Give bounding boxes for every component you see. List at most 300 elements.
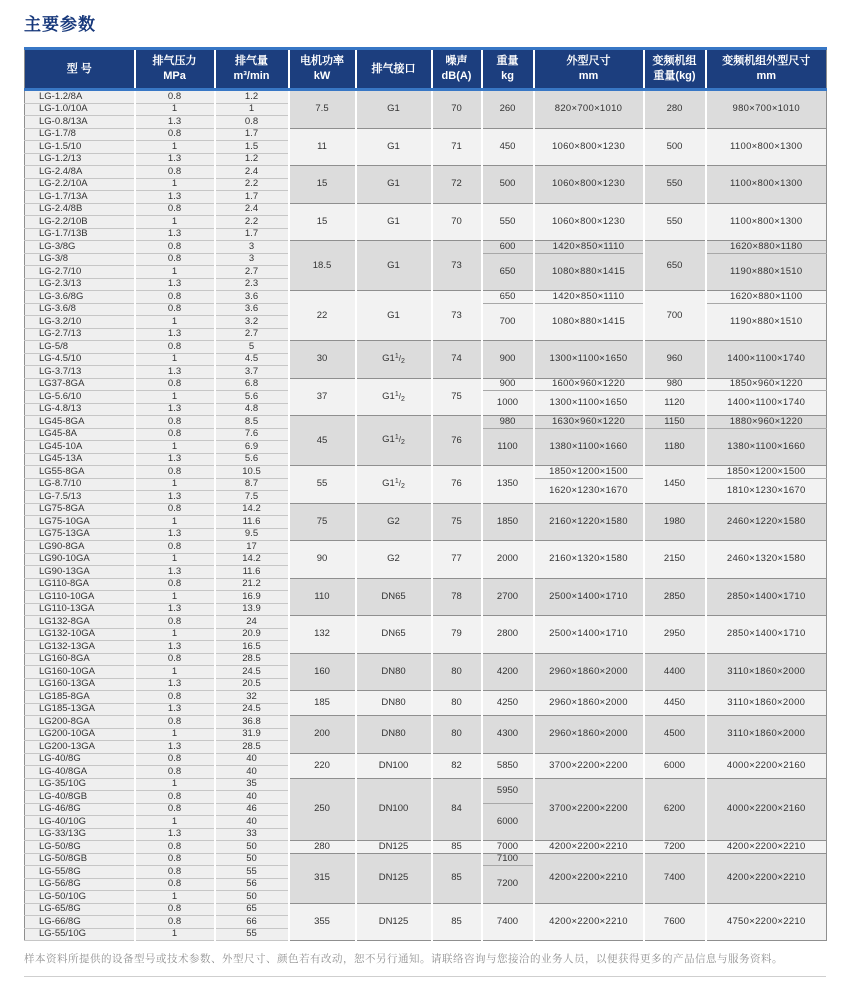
flow-cell: 2.3: [215, 278, 289, 291]
weight-cell: 1350: [482, 466, 534, 504]
motor-power-cell: 355: [289, 903, 356, 941]
flow-cell: 50: [215, 891, 289, 904]
pressure-cell: 0.8: [135, 416, 215, 429]
noise-cell: 85: [432, 841, 482, 854]
col-header-3: 电机功率 kW: [289, 49, 356, 90]
dimensions-cell: 1380×1100×1660: [534, 428, 644, 466]
model-cell: LG-2.7/13: [25, 328, 135, 341]
footer-note: 样本资料所提供的设备型号或技术参数、外型尺寸、颜色若有改动，恕不另行通知。请联络咨询与您接洽的业务人员，以便获得更多的产品信息与服务资料。: [24, 953, 783, 965]
pressure-cell: 1: [135, 141, 215, 154]
flow-cell: 4.5: [215, 353, 289, 366]
flow-cell: 40: [215, 791, 289, 804]
vfd-weight-cell: 4400: [644, 653, 706, 691]
motor-power-cell: 55: [289, 466, 356, 504]
vfd-dimensions-cell: 4750×2200×2210: [706, 903, 827, 941]
model-cell: LG-55/10G: [25, 928, 135, 941]
flow-cell: 1: [215, 103, 289, 116]
model-cell: LG200-13GA: [25, 741, 135, 754]
port-cell: G2: [356, 541, 432, 579]
noise-cell: 72: [432, 166, 482, 204]
pressure-cell: 1: [135, 591, 215, 604]
noise-cell: 70: [432, 203, 482, 241]
flow-cell: 56: [215, 878, 289, 891]
model-cell: LG110-10GA: [25, 591, 135, 604]
port-cell: $G1^1/_2$: [356, 341, 432, 379]
port-cell: G1: [356, 128, 432, 166]
flow-cell: 36.8: [215, 716, 289, 729]
flow-cell: 11.6: [215, 566, 289, 579]
port-cell: DN80: [356, 653, 432, 691]
model-cell: LG-1.7/13B: [25, 228, 135, 241]
pressure-cell: 0.8: [135, 203, 215, 216]
pressure-cell: 1: [135, 103, 215, 116]
table-body: [25, 90, 827, 941]
model-cell: LG-2.4/8B: [25, 203, 135, 216]
pressure-cell: 0.8: [135, 653, 215, 666]
vfd-weight-cell: 500: [644, 128, 706, 166]
vfd-dimensions-cell: 980×700×1010: [706, 90, 827, 129]
flow-cell: 50: [215, 841, 289, 854]
model-cell: LG-3.6/8: [25, 303, 135, 316]
port-cell: DN125: [356, 841, 432, 854]
weight-cell: 260: [482, 90, 534, 129]
vfd-dimensions-cell: 4000×2200×2160: [706, 778, 827, 841]
pressure-cell: 1: [135, 478, 215, 491]
motor-power-cell: 90: [289, 541, 356, 579]
flow-cell: 65: [215, 903, 289, 916]
motor-power-cell: 250: [289, 778, 356, 841]
motor-power-cell: 200: [289, 716, 356, 754]
col-header-4: 排气接口: [356, 49, 432, 90]
noise-cell: 80: [432, 691, 482, 716]
flow-cell: 1.7: [215, 128, 289, 141]
flow-cell: 3: [215, 241, 289, 254]
flow-cell: 3.7: [215, 366, 289, 379]
flow-cell: 40: [215, 753, 289, 766]
noise-cell: 79: [432, 616, 482, 654]
model-cell: LG-3/8: [25, 253, 135, 266]
vfd-weight-cell: 1980: [644, 503, 706, 541]
motor-power-cell: 18.5: [289, 241, 356, 291]
noise-cell: 78: [432, 578, 482, 616]
pressure-cell: 0.8: [135, 466, 215, 479]
pressure-cell: 0.8: [135, 853, 215, 866]
pressure-cell: 1.3: [135, 741, 215, 754]
noise-cell: 76: [432, 466, 482, 504]
flow-cell: 16.5: [215, 641, 289, 654]
port-cell: DN80: [356, 691, 432, 716]
port-cell: G1: [356, 241, 432, 291]
flow-cell: 6.8: [215, 378, 289, 391]
model-cell: LG-66/8G: [25, 916, 135, 929]
pressure-cell: 1.3: [135, 116, 215, 129]
dimensions-cell: 2960×1860×2000: [534, 653, 644, 691]
weight-cell: 700: [482, 303, 534, 341]
dimensions-cell: 1080×880×1415: [534, 303, 644, 341]
model-cell: LG45-8GA: [25, 416, 135, 429]
vfd-dimensions-cell: 1850×1200×1500: [706, 466, 827, 479]
pressure-cell: 0.8: [135, 616, 215, 629]
weight-cell: 550: [482, 203, 534, 241]
model-cell: LG-1.5/10: [25, 141, 135, 154]
dimensions-cell: 2500×1400×1710: [534, 616, 644, 654]
noise-cell: 85: [432, 853, 482, 903]
model-cell: LG-46/8G: [25, 803, 135, 816]
flow-cell: 28.5: [215, 653, 289, 666]
model-cell: LG90-10GA: [25, 553, 135, 566]
model-cell: LG-50/8G: [25, 841, 135, 854]
port-cell: G2: [356, 503, 432, 541]
col-header-6: 重量 kg: [482, 49, 534, 90]
flow-cell: 14.2: [215, 553, 289, 566]
pressure-cell: 1.3: [135, 366, 215, 379]
vfd-weight-cell: 4450: [644, 691, 706, 716]
model-cell: LG185-13GA: [25, 703, 135, 716]
flow-cell: 21.2: [215, 578, 289, 591]
motor-power-cell: 45: [289, 416, 356, 466]
weight-cell: 650: [482, 291, 534, 304]
dimensions-cell: 820×700×1010: [534, 90, 644, 129]
model-cell: LG185-8GA: [25, 691, 135, 704]
pressure-cell: 1.3: [135, 491, 215, 504]
weight-cell: 900: [482, 341, 534, 379]
flow-cell: 1.2: [215, 153, 289, 166]
flow-cell: 40: [215, 766, 289, 779]
flow-cell: 20.9: [215, 628, 289, 641]
pressure-cell: 1: [135, 666, 215, 679]
dimensions-cell: 4200×2200×2210: [534, 903, 644, 941]
model-cell: LG110-8GA: [25, 578, 135, 591]
pressure-cell: 1: [135, 178, 215, 191]
model-cell: LG-50/10G: [25, 891, 135, 904]
model-cell: LG-1.2/13: [25, 153, 135, 166]
weight-cell: 2700: [482, 578, 534, 616]
motor-power-cell: 11: [289, 128, 356, 166]
noise-cell: 75: [432, 378, 482, 416]
model-cell: LG-8.7/10: [25, 478, 135, 491]
model-cell: LG110-13GA: [25, 603, 135, 616]
dimensions-cell: 2960×1860×2000: [534, 691, 644, 716]
vfd-dimensions-cell: 1400×1100×1740: [706, 341, 827, 379]
port-cell: DN65: [356, 616, 432, 654]
weight-cell: 5850: [482, 753, 534, 778]
motor-power-cell: 22: [289, 291, 356, 341]
flow-cell: 13.9: [215, 603, 289, 616]
vfd-dimensions-cell: 1380×1100×1660: [706, 428, 827, 466]
flow-cell: 2.7: [215, 328, 289, 341]
flow-cell: 9.5: [215, 528, 289, 541]
noise-cell: 76: [432, 416, 482, 466]
dimensions-cell: 1420×850×1110: [534, 291, 644, 304]
vfd-weight-cell: 1450: [644, 466, 706, 504]
noise-cell: 85: [432, 903, 482, 941]
vfd-dimensions-cell: 1850×960×1220: [706, 378, 827, 391]
pressure-cell: 1: [135, 891, 215, 904]
vfd-dimensions-cell: 1100×800×1300: [706, 166, 827, 204]
pressure-cell: 1: [135, 353, 215, 366]
vfd-dimensions-cell: 4000×2200×2160: [706, 753, 827, 778]
dimensions-cell: 2160×1220×1580: [534, 503, 644, 541]
flow-cell: 14.2: [215, 503, 289, 516]
table-header: [25, 49, 827, 90]
model-cell: LG-7.5/13: [25, 491, 135, 504]
vfd-weight-cell: 980: [644, 378, 706, 391]
model-cell: LG200-10GA: [25, 728, 135, 741]
pressure-cell: 0.8: [135, 878, 215, 891]
pressure-cell: 0.8: [135, 90, 215, 104]
noise-cell: 70: [432, 90, 482, 129]
flow-cell: 2.7: [215, 266, 289, 279]
weight-cell: 5950: [482, 778, 534, 803]
vfd-weight-cell: 550: [644, 166, 706, 204]
pressure-cell: 1: [135, 728, 215, 741]
pressure-cell: 0.8: [135, 766, 215, 779]
weight-cell: 980: [482, 416, 534, 429]
model-cell: LG-65/8G: [25, 903, 135, 916]
model-cell: LG-2.7/10: [25, 266, 135, 279]
vfd-dimensions-cell: 4200×2200×2210: [706, 841, 827, 854]
port-cell: G1: [356, 90, 432, 129]
port-cell: DN100: [356, 778, 432, 841]
vfd-dimensions-cell: 1620×880×1180: [706, 241, 827, 254]
model-cell: LG-3.2/10: [25, 316, 135, 329]
page-title: 主要参数: [24, 15, 96, 34]
weight-cell: 500: [482, 166, 534, 204]
dimensions-cell: 2500×1400×1710: [534, 578, 644, 616]
flow-cell: 2.2: [215, 216, 289, 229]
pressure-cell: 1.3: [135, 566, 215, 579]
model-cell: LG-1.7/8: [25, 128, 135, 141]
dimensions-cell: 2160×1320×1580: [534, 541, 644, 579]
vfd-dimensions-cell: 1400×1100×1740: [706, 391, 827, 416]
vfd-dimensions-cell: 3110×1860×2000: [706, 653, 827, 691]
port-cell: DN125: [356, 853, 432, 903]
model-cell: LG90-8GA: [25, 541, 135, 554]
pressure-cell: 1.3: [135, 191, 215, 204]
flow-cell: 11.6: [215, 516, 289, 529]
dimensions-cell: 1300×1100×1650: [534, 341, 644, 379]
model-cell: LG45-10A: [25, 441, 135, 454]
weight-cell: 6000: [482, 803, 534, 841]
flow-cell: 5.6: [215, 453, 289, 466]
weight-cell: 900: [482, 378, 534, 391]
flow-cell: 2.4: [215, 203, 289, 216]
pressure-cell: 1.3: [135, 403, 215, 416]
pressure-cell: 1: [135, 266, 215, 279]
flow-cell: 55: [215, 928, 289, 941]
params-table: [24, 47, 827, 941]
pressure-cell: 1.3: [135, 528, 215, 541]
flow-cell: 35: [215, 778, 289, 791]
vfd-weight-cell: 550: [644, 203, 706, 241]
motor-power-cell: 75: [289, 503, 356, 541]
model-cell: LG200-8GA: [25, 716, 135, 729]
motor-power-cell: 185: [289, 691, 356, 716]
dimensions-cell: 3700×2200×2200: [534, 778, 644, 841]
model-cell: LG90-13GA: [25, 566, 135, 579]
weight-cell: 1100: [482, 428, 534, 466]
dimensions-cell: 4200×2200×2210: [534, 853, 644, 903]
dimensions-cell: 1420×850×1110: [534, 241, 644, 254]
model-cell: LG160-13GA: [25, 678, 135, 691]
weight-cell: 4200: [482, 653, 534, 691]
model-cell: LG-3.7/13: [25, 366, 135, 379]
port-cell: $G1^1/_2$: [356, 416, 432, 466]
motor-power-cell: 110: [289, 578, 356, 616]
flow-cell: 24.5: [215, 666, 289, 679]
flow-cell: 8.5: [215, 416, 289, 429]
vfd-weight-cell: 1120: [644, 391, 706, 416]
model-cell: LG-1.7/13A: [25, 191, 135, 204]
flow-cell: 24: [215, 616, 289, 629]
flow-cell: 8.7: [215, 478, 289, 491]
vfd-dimensions-cell: 1810×1230×1670: [706, 478, 827, 503]
vfd-weight-cell: 4500: [644, 716, 706, 754]
col-header-9: 变频机组外型尺寸 mm: [706, 49, 827, 90]
port-cell: G1: [356, 203, 432, 241]
vfd-dimensions-cell: 2460×1320×1580: [706, 541, 827, 579]
vfd-weight-cell: 280: [644, 90, 706, 129]
vfd-weight-cell: 2150: [644, 541, 706, 579]
model-cell: LG-40/8GA: [25, 766, 135, 779]
vfd-weight-cell: 7200: [644, 841, 706, 854]
weight-cell: 4300: [482, 716, 534, 754]
flow-cell: 1.2: [215, 90, 289, 104]
model-cell: LG-4.8/13: [25, 403, 135, 416]
vfd-weight-cell: 6200: [644, 778, 706, 841]
pressure-cell: 1: [135, 816, 215, 829]
pressure-cell: 0.8: [135, 253, 215, 266]
port-cell: DN65: [356, 578, 432, 616]
flow-cell: 2.2: [215, 178, 289, 191]
noise-cell: 84: [432, 778, 482, 841]
pressure-cell: 0.8: [135, 378, 215, 391]
model-cell: LG-5/8: [25, 341, 135, 354]
port-cell: G1: [356, 166, 432, 204]
port-cell: DN80: [356, 716, 432, 754]
pressure-cell: 0.8: [135, 903, 215, 916]
pressure-cell: 0.8: [135, 916, 215, 929]
model-cell: LG-33/13G: [25, 828, 135, 841]
model-cell: LG-40/10G: [25, 816, 135, 829]
flow-cell: 3: [215, 253, 289, 266]
model-cell: LG-4.5/10: [25, 353, 135, 366]
model-cell: LG160-10GA: [25, 666, 135, 679]
vfd-dimensions-cell: 1100×800×1300: [706, 203, 827, 241]
pressure-cell: 1.3: [135, 153, 215, 166]
model-cell: LG-56/8G: [25, 878, 135, 891]
vfd-weight-cell: 1180: [644, 428, 706, 466]
flow-cell: 1.7: [215, 191, 289, 204]
flow-cell: 1.5: [215, 141, 289, 154]
weight-cell: 600: [482, 241, 534, 254]
dimensions-cell: 1060×800×1230: [534, 166, 644, 204]
dimensions-cell: 1620×1230×1670: [534, 478, 644, 503]
weight-cell: 4250: [482, 691, 534, 716]
pressure-cell: 1: [135, 391, 215, 404]
weight-cell: 2800: [482, 616, 534, 654]
pressure-cell: 0.8: [135, 166, 215, 179]
vfd-dimensions-cell: 2460×1220×1580: [706, 503, 827, 541]
flow-cell: 6.9: [215, 441, 289, 454]
col-header-0: 型 号: [25, 49, 135, 90]
vfd-weight-cell: 6000: [644, 753, 706, 778]
model-cell: LG55-8GA: [25, 466, 135, 479]
pressure-cell: 1.3: [135, 278, 215, 291]
dimensions-cell: 1600×960×1220: [534, 378, 644, 391]
port-cell: G1: [356, 291, 432, 341]
flow-cell: 50: [215, 853, 289, 866]
vfd-weight-cell: 960: [644, 341, 706, 379]
weight-cell: 7000: [482, 841, 534, 854]
model-cell: LG-3.6/8G: [25, 291, 135, 304]
pressure-cell: 0.8: [135, 291, 215, 304]
pressure-cell: 0.8: [135, 753, 215, 766]
model-cell: LG160-8GA: [25, 653, 135, 666]
dimensions-cell: 1300×1100×1650: [534, 391, 644, 416]
pressure-cell: 0.8: [135, 803, 215, 816]
pressure-cell: 0.8: [135, 716, 215, 729]
model-cell: LG-40/8GB: [25, 791, 135, 804]
motor-power-cell: 37: [289, 378, 356, 416]
pressure-cell: 0.8: [135, 428, 215, 441]
vfd-weight-cell: 1150: [644, 416, 706, 429]
flow-cell: 28.5: [215, 741, 289, 754]
dimensions-cell: 1630×960×1220: [534, 416, 644, 429]
pressure-cell: 1: [135, 778, 215, 791]
port-cell: $G1^1/_2$: [356, 466, 432, 504]
pressure-cell: 1.3: [135, 678, 215, 691]
vfd-dimensions-cell: 3110×1860×2000: [706, 691, 827, 716]
vfd-dimensions-cell: 2850×1400×1710: [706, 616, 827, 654]
port-cell: DN100: [356, 753, 432, 778]
model-cell: LG-0.8/13A: [25, 116, 135, 129]
flow-cell: 0.8: [215, 116, 289, 129]
pressure-cell: 1.3: [135, 328, 215, 341]
pressure-cell: 1: [135, 553, 215, 566]
vfd-dimensions-cell: 1880×960×1220: [706, 416, 827, 429]
flow-cell: 66: [215, 916, 289, 929]
model-cell: LG-5.6/10: [25, 391, 135, 404]
col-header-1: 排气压力 MPa: [135, 49, 215, 90]
pressure-cell: 0.8: [135, 303, 215, 316]
motor-power-cell: 15: [289, 203, 356, 241]
pressure-cell: 0.8: [135, 541, 215, 554]
flow-cell: 20.5: [215, 678, 289, 691]
flow-cell: 33: [215, 828, 289, 841]
dimensions-cell: 4200×2200×2210: [534, 841, 644, 854]
weight-cell: 450: [482, 128, 534, 166]
pressure-cell: 1: [135, 628, 215, 641]
noise-cell: 71: [432, 128, 482, 166]
dimensions-cell: 1060×800×1230: [534, 203, 644, 241]
flow-cell: 32: [215, 691, 289, 704]
flow-cell: 17: [215, 541, 289, 554]
model-cell: LG-1.2/8A: [25, 90, 135, 104]
noise-cell: 80: [432, 716, 482, 754]
noise-cell: 73: [432, 291, 482, 341]
model-cell: LG75-13GA: [25, 528, 135, 541]
flow-cell: 3.2: [215, 316, 289, 329]
col-header-5: 噪声 dB(A): [432, 49, 482, 90]
vfd-dimensions-cell: 4200×2200×2210: [706, 853, 827, 903]
vfd-dimensions-cell: 3110×1860×2000: [706, 716, 827, 754]
flow-cell: 2.4: [215, 166, 289, 179]
flow-cell: 3.6: [215, 303, 289, 316]
col-header-2: 排气量 m³/min: [215, 49, 289, 90]
weight-cell: 7200: [482, 866, 534, 904]
pressure-cell: 1.3: [135, 641, 215, 654]
